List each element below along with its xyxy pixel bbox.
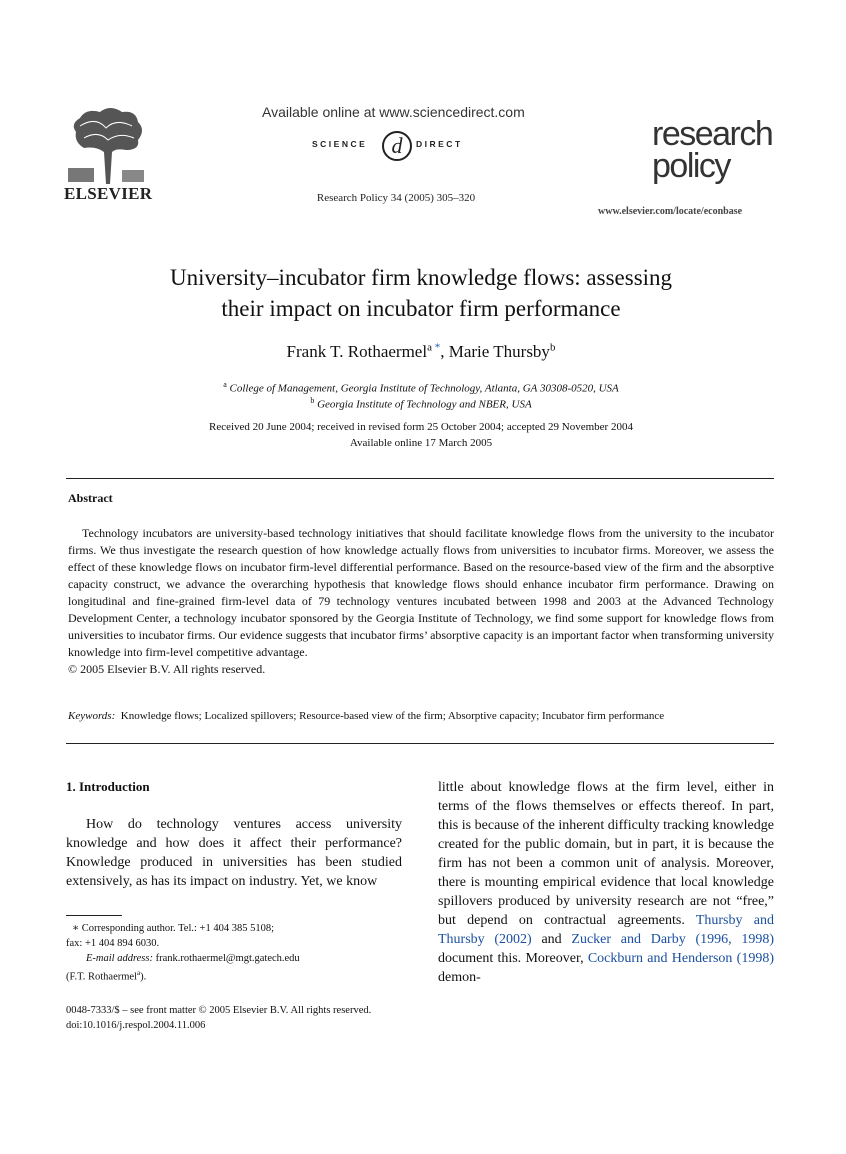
journal-url: www.elsevier.com/locate/econbase — [598, 206, 743, 217]
right-text-4: demon- — [438, 970, 481, 985]
footnote-name: (F.T. Rothaermel — [66, 971, 137, 983]
title-line-1: University–incubator firm knowledge flows: assessing — [169, 265, 673, 290]
footnote — [66, 921, 396, 985]
footnote-rule — [66, 915, 122, 916]
received-dates: Received 20 June 2004; received in revised form 25 October 2004; accepted 29 November 2004 — [209, 421, 633, 433]
available-online-date: Available online 17 March 2005 — [349, 437, 493, 449]
author-2: Marie Thursby — [448, 342, 550, 361]
footnote-corresponding: ∗ Corresponding author. Tel.: +1 404 385 5108; — [72, 923, 274, 934]
affil-a-sup: a — [223, 380, 227, 389]
abstract-heading: Abstract — [68, 491, 113, 505]
paper-title — [60, 262, 782, 324]
affil-b-text: Georgia Institute of Technology and NBER, USA — [317, 398, 532, 411]
affil-a-text: College of Management, Georgia Institute of Technology, Atlanta, GA 30308-0520, USA — [229, 382, 619, 395]
abstract-top-rule — [66, 478, 774, 479]
author-2-affil-sup: b — [549, 341, 556, 354]
author-separator: , — [440, 342, 449, 361]
author-list — [0, 342, 842, 362]
research-policy-logo — [652, 115, 773, 185]
citation-cockburn-henderson[interactable]: Cockburn and Henderson (1998) — [587, 951, 775, 966]
affil-b-sup: b — [310, 396, 315, 405]
corresponding-star[interactable]: * — [431, 341, 441, 354]
abstract-bottom-rule — [66, 743, 774, 744]
section-heading-introduction: 1. Introduction — [66, 779, 150, 794]
abstract-copyright: © 2005 Elsevier B.V. All rights reserved. — [68, 662, 266, 676]
keywords-label: Keywords: — [68, 710, 116, 722]
journal-reference: Research Policy 34 (2005) 305–320 — [316, 192, 476, 204]
right-column-paragraph — [438, 778, 774, 987]
intro-paragraph: How do technology ventures access university knowledge and how does it affect their performance? Knowledge produced in universities has been studied extensively, as has its impact on industry. Yet, we know — [66, 817, 402, 889]
sciencedirect-left: SCIENCE — [312, 139, 368, 149]
available-online-text: Available online at www.sciencedirect.com — [262, 104, 525, 120]
footnote-email-line — [66, 951, 396, 966]
email-address[interactable]: frank.rothaermel@mgt.gatech.edu — [152, 953, 300, 964]
elsevier-tree-logo — [66, 106, 148, 184]
front-matter-note — [66, 1003, 486, 1033]
title-line-2: their impact on incubator firm performance — [221, 296, 621, 321]
abstract-text: Technology incubators are university-based technology initiatives that should facilitate knowledge flows from the university to the incubator firms. We thus investigate the research question of how knowledge actually flows from universities to incubator firms. Moreover, we assess the effect of these knowledge flows on incubator firm-level differential performance. Based on the resource-based view of the firm and the absorptive capacity construct, we advance the overarching hypothesis that knowledge flows should enhance incubator firm performance. Drawing on longitudinal and fine-grained firm-level data of 79 technology ventures incubated between 1998 and 2003 at the Advanced Technology Development Center, a technology incubator sponsored by the Georgia Institute of Technology, we find some support for knowledge flows from universities to incubator firms. Our evidence suggests that incubator firms’ absorptive capacity is an important factor when transforming university knowledge into firm-level competitive advantage. — [68, 526, 774, 659]
right-text-2: and — [531, 932, 572, 947]
keywords — [68, 710, 664, 722]
journal-logo-line2: policy — [652, 147, 730, 185]
footnote-name-sup: a — [137, 969, 141, 977]
sciencedirect-at-icon — [380, 128, 414, 162]
journal-logo-line1: research — [652, 115, 773, 153]
right-text-3: document this. Moreover, — [438, 951, 588, 966]
citation-thursby-2002[interactable]: Thursby and Thursby (2002) — [438, 913, 774, 947]
affiliation-a — [0, 380, 842, 395]
keywords-list: Knowledge flows; Localized spillovers; Resource-based view of the firm; Absorptive capacity; Incubator firm performance — [120, 710, 665, 722]
author-1-affil-sup: a — [427, 341, 432, 354]
abstract-body — [68, 525, 774, 678]
email-label: E-mail address: — [86, 953, 153, 964]
footnote-name-line — [66, 966, 396, 985]
footnote-name-end: ). — [140, 971, 147, 983]
doi-line[interactable]: doi:10.1016/j.respol.2004.11.006 — [66, 1020, 206, 1031]
author-1: Frank T. Rothaermel — [286, 342, 428, 361]
issn-line: 0048-7333/$ – see front matter © 2005 Elsevier B.V. All rights reserved. — [66, 1005, 372, 1016]
sciencedirect-right: DIRECT — [416, 139, 463, 149]
svg-text:d: d — [391, 133, 403, 158]
footnote-fax: fax: +1 404 894 6030. — [66, 938, 160, 949]
citation-zucker-darby[interactable]: Zucker and Darby (1996, 1998) — [571, 932, 774, 947]
right-text-1: little about knowledge flows at the firm level, either in terms of the flows themselves or effects thereof. In part, this is because of the inherent difficulty tracking knowledge created for the public domain, but in part, it is because the firm has not been a common unit of analysis. Moreover, there is mounting empirical evidence that local knowledge spillovers produced by university research are not “free,” but depend on contractual agreements. — [438, 780, 774, 928]
affiliation-b — [0, 396, 842, 411]
publisher-name: ELSEVIER — [64, 184, 153, 203]
